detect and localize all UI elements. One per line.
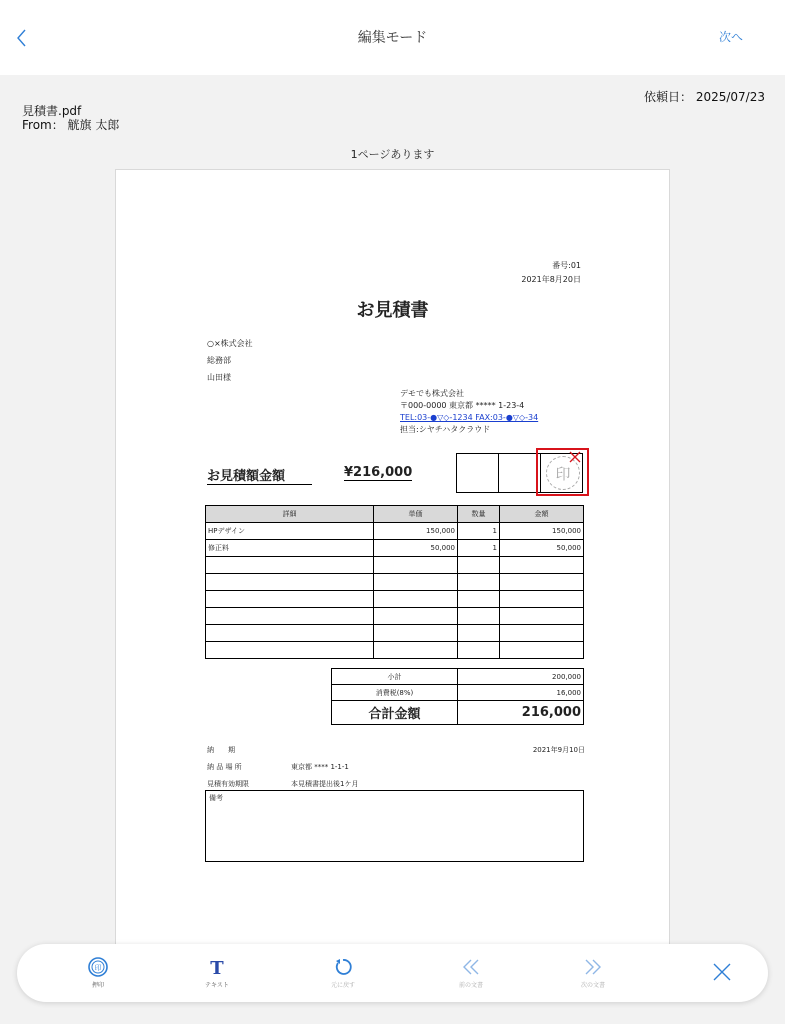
undo-button[interactable]: [313, 956, 373, 989]
table-row-empty: [206, 574, 584, 591]
sender-name: From： 觥旗 太郎: [22, 118, 120, 132]
validity-label: 見積有効期限: [207, 780, 249, 788]
validity-value: 本見積書提出後1ケ月: [291, 780, 359, 788]
col-unit: 単価: [374, 506, 458, 523]
next-button[interactable]: 次へ: [718, 30, 743, 44]
stamp-icon: [87, 956, 109, 978]
recipient-company: ○×株式会社: [207, 339, 253, 348]
col-amount: 金額: [500, 506, 584, 523]
table-row: [206, 523, 584, 540]
text-icon: [208, 957, 226, 977]
item-detail: 修正料: [206, 540, 374, 557]
stamp-char: 印: [555, 464, 571, 483]
items-table: [205, 505, 584, 659]
doc-number: 番号:01: [552, 261, 581, 270]
delivery-row: [207, 742, 585, 759]
delivery-label: 納 期: [207, 746, 235, 754]
file-name: 見積書.pdf: [22, 104, 82, 118]
delivery-info: [207, 742, 585, 793]
table-row-empty: [206, 608, 584, 625]
recipient-block: [207, 335, 253, 386]
document-page[interactable]: [115, 169, 670, 959]
undo-label: 元に戻す: [330, 982, 355, 989]
text-tool-label: テキスト: [205, 982, 229, 989]
close-button[interactable]: [692, 961, 752, 983]
stamp-tool-button[interactable]: [68, 956, 128, 989]
page-count: 1ページあります: [350, 148, 435, 161]
sender-block: [400, 388, 538, 436]
tax-row: [332, 685, 584, 701]
item-unit: 150,000: [374, 523, 458, 540]
svg-text:印: 印: [94, 964, 102, 972]
page-title: 編集モード: [357, 30, 428, 46]
sender-contact: 担当:シヤチハタクラウド: [400, 425, 491, 434]
close-icon: [568, 450, 582, 464]
undo-icon: [333, 957, 353, 977]
subtotal-value: 200,000: [458, 669, 584, 685]
text-tool-button[interactable]: [187, 956, 247, 989]
recipient-dept: 総務部: [207, 356, 231, 365]
item-detail: HPデザイン: [206, 523, 374, 540]
doc-date: 2021年8月20日: [521, 275, 581, 284]
stamp-cell: [457, 454, 499, 492]
table-row: [206, 540, 584, 557]
col-qty: 数量: [458, 506, 500, 523]
stamp-tool-label: 押印: [91, 982, 104, 989]
summary-table: [331, 668, 584, 725]
doc-header-info: [521, 259, 581, 287]
grand-total-value: 216,000: [458, 701, 584, 725]
remarks-label: 備考: [209, 794, 223, 802]
file-info: [22, 104, 119, 132]
double-chevron-left-icon: [460, 957, 482, 977]
next-doc-button[interactable]: [563, 956, 623, 989]
request-date: 依頼日： 2025/07/23: [644, 90, 765, 104]
sender-company: デモでも株式会社: [400, 389, 464, 398]
prev-doc-button[interactable]: [441, 956, 501, 989]
top-bar: [0, 0, 785, 75]
double-chevron-right-icon: [582, 957, 604, 977]
item-amount: 150,000: [500, 523, 584, 540]
total-amount-value: ¥216,000: [344, 465, 413, 480]
bottom-toolbar: [17, 944, 768, 1002]
sender-tel-fax[interactable]: TEL:03-●▽◇-1234 FAX:03-●▽◇-34: [400, 413, 539, 422]
recipient-person: 山田様: [207, 373, 231, 382]
subtotal-row: [332, 669, 584, 685]
table-header-row: [206, 506, 584, 523]
item-amount: 50,000: [500, 540, 584, 557]
table-row-empty: [206, 642, 584, 659]
grand-total-row: [332, 701, 584, 725]
svg-text:T: T: [210, 958, 224, 977]
subtotal-label: 小計: [332, 669, 458, 685]
table-row-empty: [206, 591, 584, 608]
item-unit: 50,000: [374, 540, 458, 557]
next-doc-label: 次の文書: [580, 982, 605, 989]
table-row-empty: [206, 557, 584, 574]
total-amount-label: お見積額金額: [207, 465, 312, 485]
delivery-date: 2021年9月10日: [532, 746, 585, 754]
tax-value: 16,000: [458, 685, 584, 701]
remove-stamp-button[interactable]: [568, 449, 582, 463]
stamp-cell: [499, 454, 541, 492]
sender-address: 〒000-0000 東京都 ***** 1-23-4: [400, 401, 525, 410]
item-qty: 1: [458, 523, 500, 540]
place-row: [207, 759, 585, 776]
close-icon: [711, 961, 733, 983]
place-value: 東京都 **** 1-1-1: [291, 763, 349, 771]
remarks-box: [205, 790, 584, 862]
place-label: 納 品 場 所: [207, 763, 242, 771]
item-qty: 1: [458, 540, 500, 557]
doc-title: お見積書: [356, 300, 429, 321]
table-row-empty: [206, 625, 584, 642]
col-detail: 詳細: [206, 506, 374, 523]
tax-label: 消費税(8%): [332, 685, 458, 701]
prev-doc-label: 前の文書: [458, 982, 483, 989]
grand-total-label: 合計金額: [332, 701, 458, 725]
